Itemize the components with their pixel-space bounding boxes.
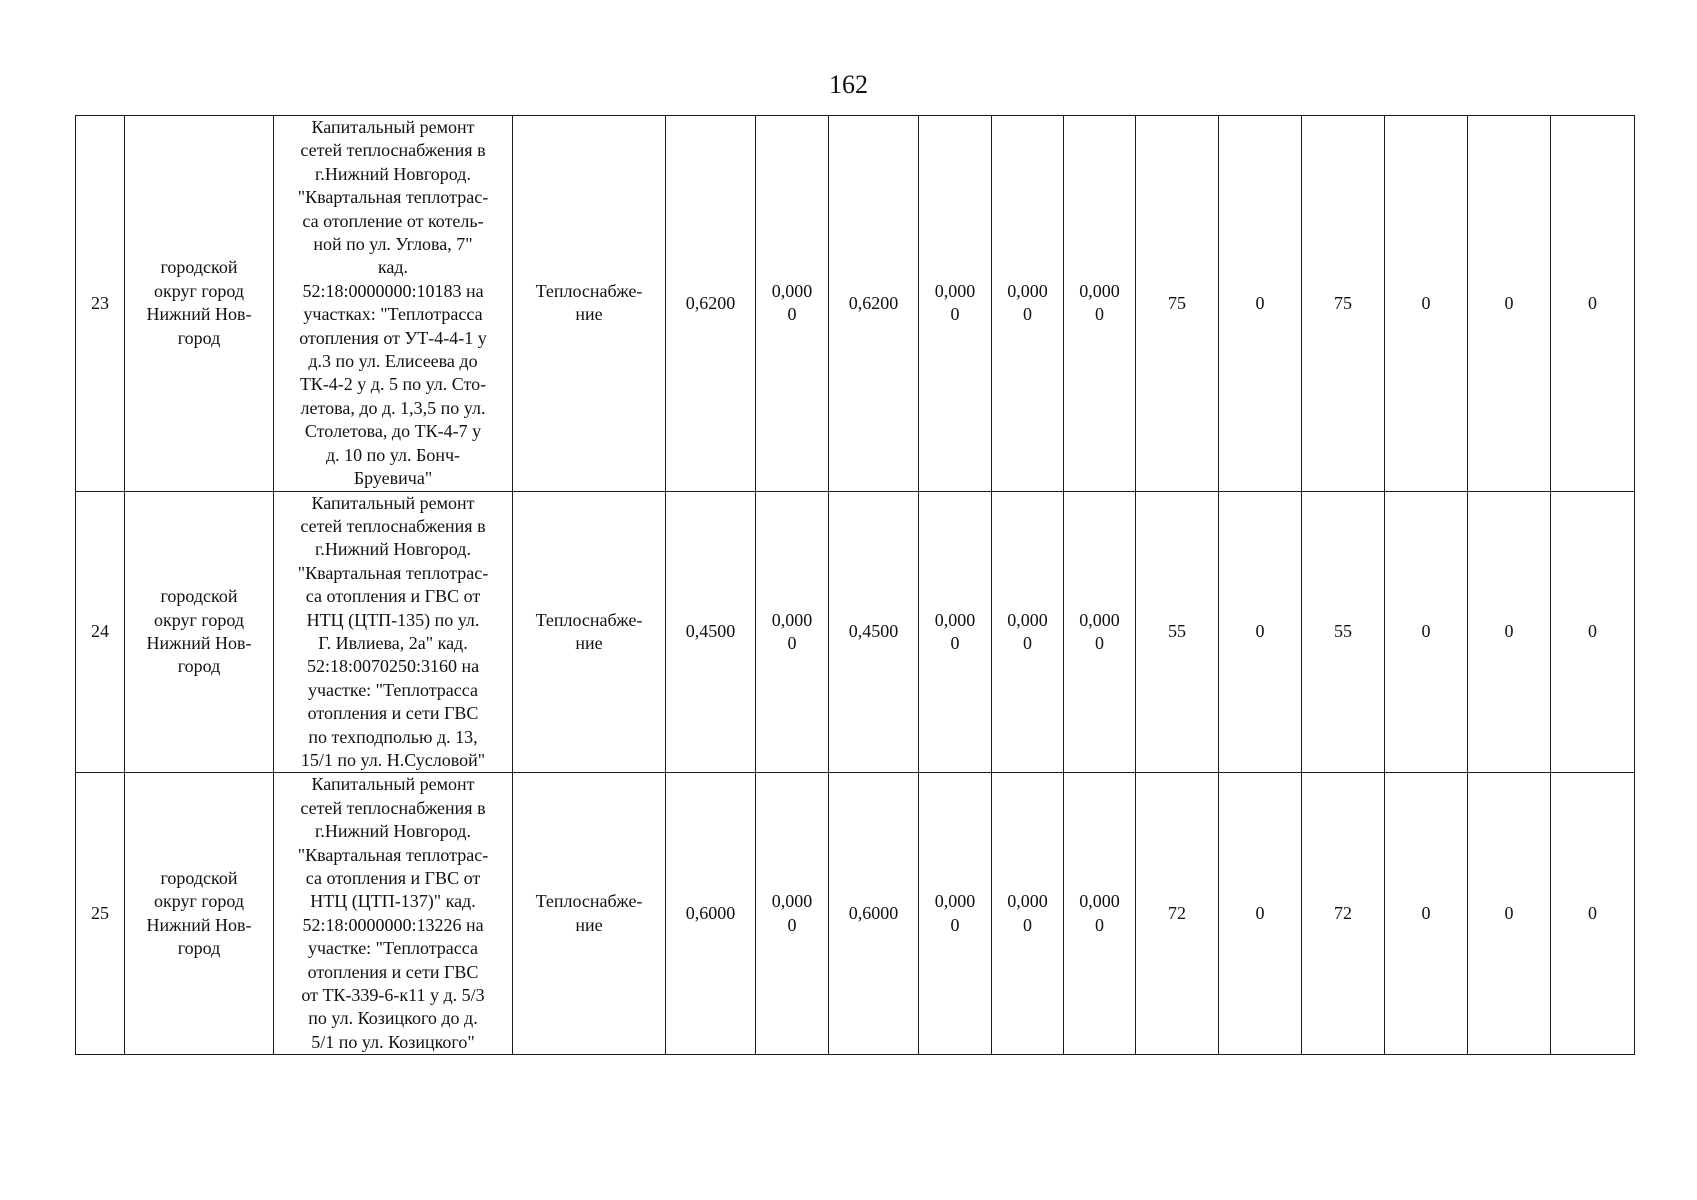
value-cell: 0,000 0 [756,116,829,492]
description-cell: Капитальный ремонт сетей теплоснабжения в г.Нижний Новгород. "Квартальная теплотрас- са отопление от котель- ной по ул. Углова, 7" кад. 52:18:0000000:10183 на участках: "Теплотрасса отопления от УТ-4-4-1 у д.3 по ул. Елисеева до ТК-4-2 у д. 5 по ул. Сто- летова, до д. 1,3,5 по ул. Столетова, до ТК-4-7 у д. 10 по ул. Бонч- Бруевича" [274,116,513,492]
sector-cell: Теплоснабже- ние [513,491,666,773]
value-cell: 0 [1468,491,1551,773]
description-cell: Капитальный ремонт сетей теплоснабжения в г.Нижний Новгород. "Квартальная теплотрас- са отопления и ГВС от НТЦ (ЦТП-137)" кад. 52:18:0000000:13226 на участке: "Теплотрасса отопления и сети ГВС от ТК-339-6-к11 у д. 5/3 по ул. Козицкого до д. 5/1 по ул. Козицкого" [274,773,513,1055]
value-cell: 0,000 0 [919,116,992,492]
value-cell: 0,6200 [666,116,756,492]
sector-cell: Теплоснабже- ние [513,773,666,1055]
value-cell: 0,000 0 [1064,491,1136,773]
value-cell: 72 [1136,773,1219,1055]
value-cell: 0 [1219,773,1302,1055]
value-cell: 0 [1551,773,1635,1055]
value-cell: 0,000 0 [919,773,992,1055]
value-cell: 55 [1136,491,1219,773]
value-cell: 0,000 0 [992,491,1064,773]
sector-cell: Теплоснабже- ние [513,116,666,492]
territory-cell: городской округ город Нижний Нов- город [125,116,274,492]
value-cell: 0,000 0 [756,491,829,773]
value-cell: 0,000 0 [1064,116,1136,492]
value-cell: 0,4500 [666,491,756,773]
page-number: 162 [829,70,868,99]
value-cell: 0 [1551,116,1635,492]
value-cell: 0 [1385,491,1468,773]
value-cell: 0,6000 [829,773,919,1055]
value-cell: 0,000 0 [992,116,1064,492]
table-row [76,773,1635,1055]
table-row [76,116,1635,492]
value-cell: 0,000 0 [1064,773,1136,1055]
description-cell: Капитальный ремонт сетей теплоснабжения в г.Нижний Новгород. "Квартальная теплотрас- са отопления и ГВС от НТЦ (ЦТП-135) по ул. Г. Ивлиева, 2а" кад. 52:18:0070250:3160 на участке: "Теплотрасса отопления и сети ГВС по техподполью д. 13, 15/1 по ул. Н.Сусловой" [274,491,513,773]
value-cell: 0,6200 [829,116,919,492]
value-cell: 0 [1468,116,1551,492]
value-cell: 0 [1385,116,1468,492]
value-cell: 0,6000 [666,773,756,1055]
value-cell: 0 [1551,491,1635,773]
value-cell: 0 [1468,773,1551,1055]
value-cell: 0,000 0 [756,773,829,1055]
territory-cell: городской округ город Нижний Нов- город [125,773,274,1055]
value-cell: 0,4500 [829,491,919,773]
value-cell: 0,000 0 [992,773,1064,1055]
territory-cell: городской округ город Нижний Нов- город [125,491,274,773]
value-cell: 0 [1219,116,1302,492]
value-cell: 75 [1302,116,1385,492]
value-cell: 72 [1302,773,1385,1055]
row-number: 25 [76,773,125,1055]
object-table [75,115,1635,1055]
table-row [76,491,1635,773]
value-cell: 0,000 0 [919,491,992,773]
value-cell: 75 [1136,116,1219,492]
value-cell: 0 [1219,491,1302,773]
row-number: 23 [76,116,125,492]
value-cell: 0 [1385,773,1468,1055]
value-cell: 55 [1302,491,1385,773]
row-number: 24 [76,491,125,773]
